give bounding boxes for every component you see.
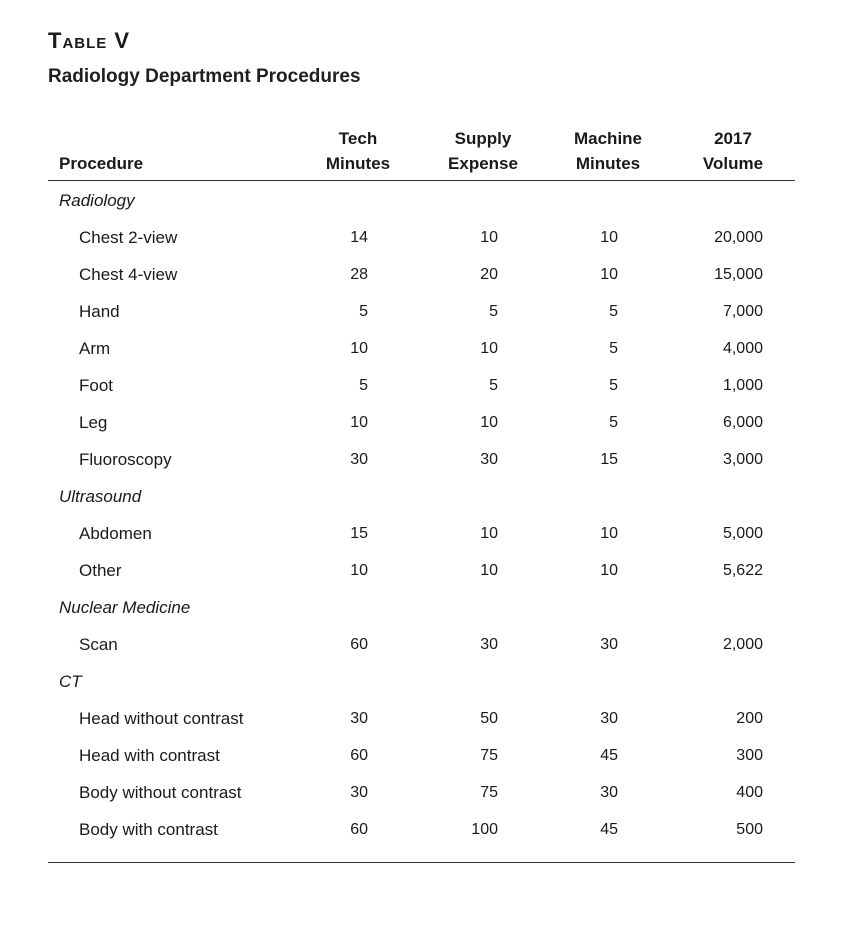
procedure-name: Hand [79, 302, 120, 321]
header-machine-line1: Machine [573, 129, 643, 148]
procedure-name: Arm [79, 339, 111, 358]
supply-expense-cell: 10 [480, 229, 498, 246]
procedure-name: Head without contrast [79, 709, 244, 728]
tech-minutes-cell: 5 [359, 303, 368, 320]
procedure-name: Body with contrast [79, 820, 218, 839]
volume-cell: 200 [736, 710, 763, 727]
volume-cell: 5,000 [722, 525, 763, 542]
volume-cell: 7,000 [722, 303, 763, 320]
supply-expense-cell: 50 [480, 710, 498, 727]
header-supply-expense [428, 126, 538, 176]
machine-minutes-cell: 10 [600, 229, 618, 246]
table-row [0, 448, 860, 485]
section-heading [0, 189, 860, 226]
tech-minutes-cell: 10 [350, 414, 368, 431]
tech-minutes-cell: 28 [350, 266, 368, 283]
tech-minutes-cell: 60 [350, 747, 368, 764]
machine-minutes-cell: 10 [600, 266, 618, 283]
section-name: Radiology [59, 191, 135, 210]
supply-expense-cell: 5 [489, 377, 498, 394]
header-procedure: Procedure [59, 154, 144, 173]
section-name: Ultrasound [59, 487, 142, 506]
table-row [0, 300, 860, 337]
procedure-name: Other [79, 561, 122, 580]
tech-minutes-cell: 10 [350, 340, 368, 357]
procedure-name: Body without contrast [79, 783, 242, 802]
header-machine-minutes [553, 126, 663, 176]
procedure-name: Scan [79, 635, 118, 654]
machine-minutes-cell: 10 [600, 525, 618, 542]
tech-minutes-cell: 5 [359, 377, 368, 394]
machine-minutes-cell: 10 [600, 562, 618, 579]
table-label: Table V [48, 28, 131, 53]
procedure-name: Abdomen [79, 524, 152, 543]
procedure-name: Foot [79, 376, 114, 395]
machine-minutes-cell: 5 [609, 303, 618, 320]
supply-expense-cell: 5 [489, 303, 498, 320]
table-row [0, 263, 860, 300]
volume-cell: 2,000 [722, 636, 763, 653]
procedure-name: Chest 4-view [79, 265, 178, 284]
supply-expense-cell: 10 [480, 340, 498, 357]
supply-expense-cell: 75 [480, 747, 498, 764]
machine-minutes-cell: 30 [600, 636, 618, 653]
table-row [0, 707, 860, 744]
table-row [0, 744, 860, 781]
tech-minutes-cell: 30 [350, 451, 368, 468]
volume-cell: 20,000 [714, 229, 763, 246]
supply-expense-cell: 10 [480, 414, 498, 431]
header-tech-minutes [303, 126, 413, 176]
supply-expense-cell: 100 [471, 821, 498, 838]
volume-cell: 1,000 [722, 377, 763, 394]
table-row [0, 559, 860, 596]
tech-minutes-cell: 14 [350, 229, 368, 246]
machine-minutes-cell: 15 [600, 451, 618, 468]
header-volume [678, 126, 788, 176]
procedure-name: Chest 2-view [79, 228, 178, 247]
machine-minutes-cell: 30 [600, 784, 618, 801]
table-caption: Radiology Department Procedures [48, 66, 361, 87]
bottom-rule [48, 862, 795, 863]
section-heading [0, 596, 860, 633]
tech-minutes-cell: 10 [350, 562, 368, 579]
header-rule [48, 180, 795, 181]
procedure-name: Head with contrast [79, 746, 220, 765]
tech-minutes-cell: 60 [350, 636, 368, 653]
table-row [0, 781, 860, 818]
tech-minutes-cell: 30 [350, 784, 368, 801]
supply-expense-cell: 30 [480, 451, 498, 468]
table-row [0, 411, 860, 448]
supply-expense-cell: 20 [480, 266, 498, 283]
machine-minutes-cell: 5 [609, 377, 618, 394]
volume-cell: 6,000 [722, 414, 763, 431]
header-supply-line2: Expense [448, 154, 518, 173]
table-row [0, 226, 860, 263]
header-machine-line2: Minutes [575, 154, 641, 173]
volume-cell: 5,622 [722, 562, 763, 579]
machine-minutes-cell: 45 [600, 747, 618, 764]
volume-cell: 15,000 [714, 266, 763, 283]
machine-minutes-cell: 30 [600, 710, 618, 727]
header-supply-line1: Supply [454, 129, 512, 148]
tech-minutes-cell: 30 [350, 710, 368, 727]
table-row [0, 522, 860, 559]
section-heading [0, 670, 860, 707]
table-row [0, 633, 860, 670]
volume-cell: 3,000 [722, 451, 763, 468]
machine-minutes-cell: 5 [609, 340, 618, 357]
section-name: Nuclear Medicine [59, 598, 191, 617]
supply-expense-cell: 75 [480, 784, 498, 801]
machine-minutes-cell: 5 [609, 414, 618, 431]
volume-cell: 500 [736, 821, 763, 838]
volume-cell: 4,000 [722, 340, 763, 357]
procedure-name: Fluoroscopy [79, 450, 172, 469]
header-tech-line1: Tech [338, 129, 378, 148]
tech-minutes-cell: 60 [350, 821, 368, 838]
supply-expense-cell: 10 [480, 525, 498, 542]
volume-cell: 300 [736, 747, 763, 764]
section-heading [0, 485, 860, 522]
header-volume-line2: Volume [702, 154, 764, 173]
machine-minutes-cell: 45 [600, 821, 618, 838]
section-name: CT [59, 672, 82, 691]
table-row [0, 818, 860, 855]
tech-minutes-cell: 15 [350, 525, 368, 542]
supply-expense-cell: 30 [480, 636, 498, 653]
procedure-name: Leg [79, 413, 108, 432]
table-row [0, 374, 860, 411]
volume-cell: 400 [736, 784, 763, 801]
supply-expense-cell: 10 [480, 562, 498, 579]
header-volume-line1: 2017 [714, 129, 752, 148]
table-row [0, 337, 860, 374]
header-tech-line2: Minutes [325, 154, 391, 173]
